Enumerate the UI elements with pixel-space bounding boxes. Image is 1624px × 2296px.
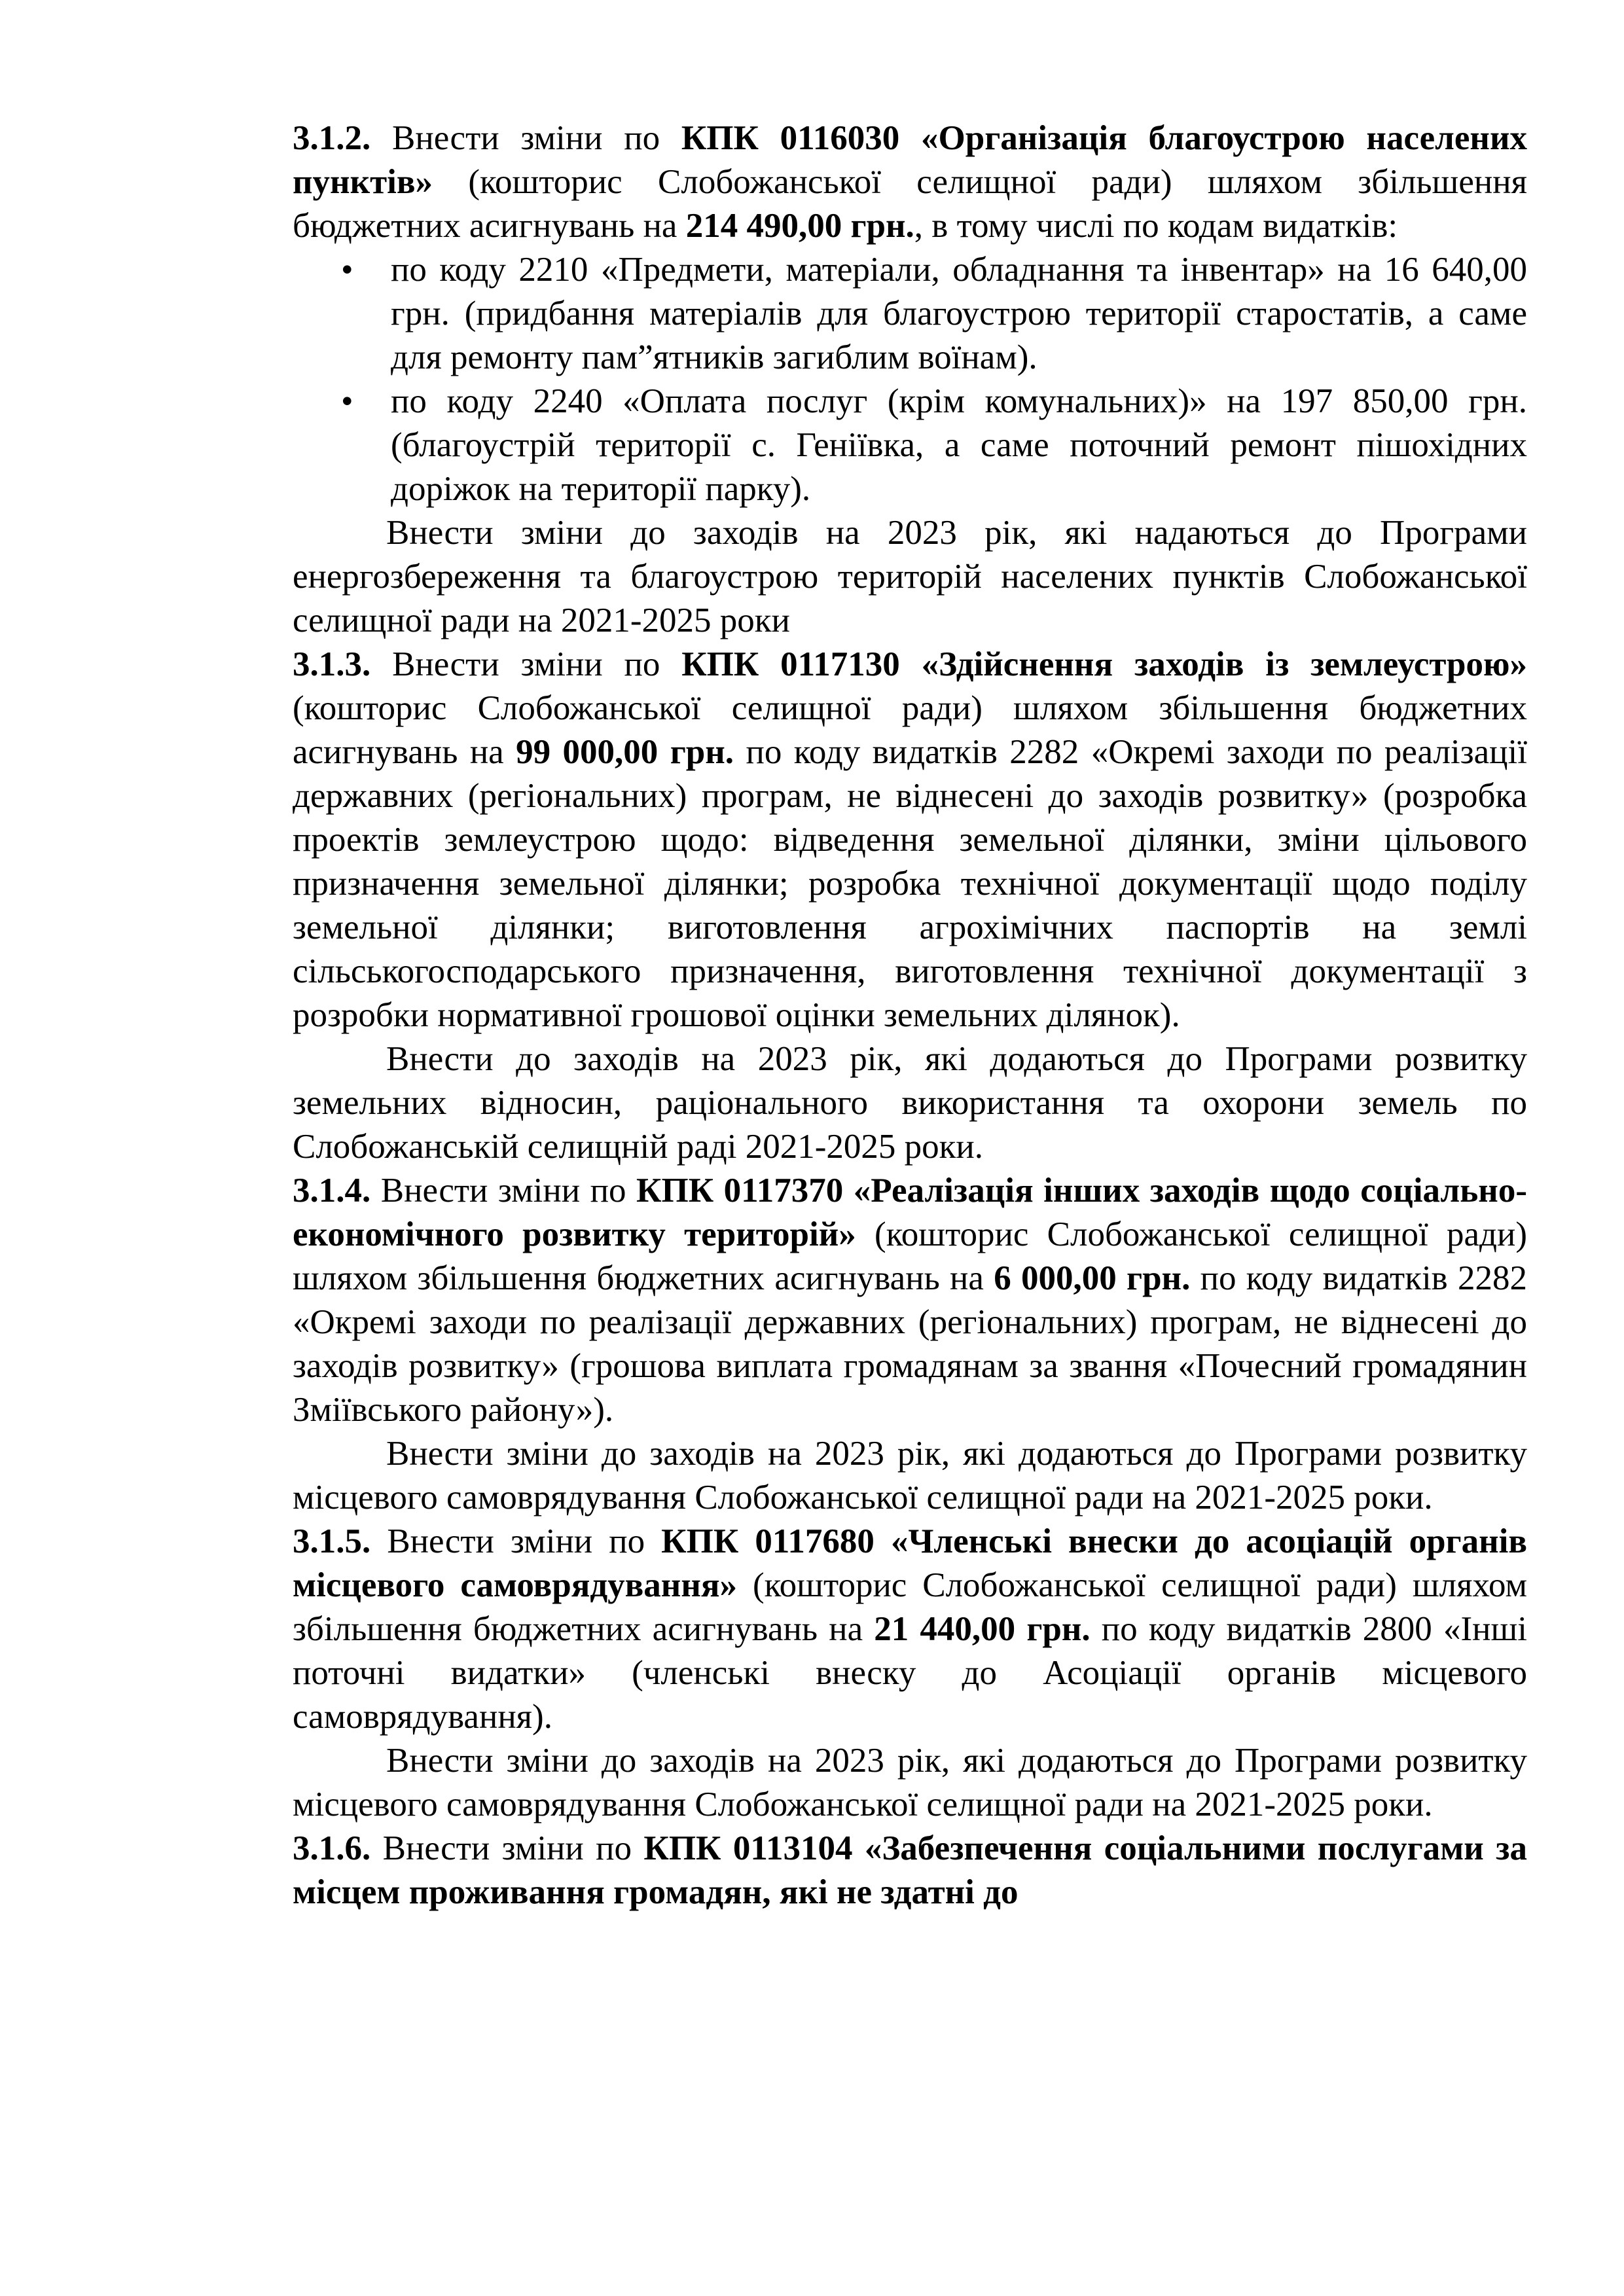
text-run: Внести зміни по bbox=[370, 1829, 644, 1867]
text-run-bold: 3.1.2. bbox=[293, 119, 371, 157]
text-run-bold: 21 440,00 грн. bbox=[874, 1610, 1091, 1648]
text-run-bold: КПК 0117370 «Реалізація інших заходів щодо соціально-економічного розвитку територій» bbox=[293, 1172, 1527, 1253]
text-run: Внести зміни по bbox=[370, 119, 681, 157]
clause-paragraph bbox=[293, 1520, 1527, 1739]
text-run-bold: 6 000,00 грн. bbox=[994, 1259, 1191, 1297]
body-paragraph bbox=[293, 511, 1527, 643]
bullet-icon: • bbox=[341, 382, 353, 420]
text-run: Внести до заходів на 2023 рік, які додаються до Програми розвитку земельних відносин, раціонального використання та охорони земель по Слобожанській селищній раді 2021-2025 роки. bbox=[293, 1040, 1527, 1166]
text-run-bold: 3.1.4. bbox=[293, 1172, 371, 1210]
text-run-bold: 3.1.6. bbox=[293, 1829, 371, 1867]
text-run-bold: 99 000,00 грн. bbox=[516, 733, 734, 771]
text-run-bold: 3.1.5. bbox=[293, 1522, 371, 1560]
text-run: Внести зміни по bbox=[370, 645, 682, 683]
text-run: по коду видатків 2282 «Окремі заходи по реалізації державних (регіональних) програм, не віднесені до заходів розвитку» (грошова виплата громадянам за звання «Почесний громадянин Зміївського району»). bbox=[293, 1259, 1527, 1429]
text-run: (кошторис Слобожанської селищної ради) шляхом збільшення бюджетних асигнувань на bbox=[293, 1566, 1527, 1648]
text-run: по коду 2240 «Оплата послуг (крім комунальних)» на 197 850,00 грн. (благоустрій території с. Геніївка, а саме поточний ремонт пішохідних доріжок на території парку). bbox=[391, 382, 1527, 508]
text-run-bold: 214 490,00 грн. bbox=[685, 207, 914, 245]
text-run: (кошторис Слобожанської селищної ради) шляхом збільшення бюджетних асигнувань на bbox=[293, 689, 1527, 771]
clause-paragraph bbox=[293, 1169, 1527, 1432]
text-run: Внести зміни до заходів на 2023 рік, які додаються до Програми розвитку місцевого самоврядування Слобожанської селищної ради на 2021-2025 роки. bbox=[293, 1435, 1527, 1516]
text-run-bold: КПК 0116030 «Організація благоустрою населених пунктів» bbox=[293, 119, 1527, 201]
clause-paragraph bbox=[293, 1827, 1527, 1914]
document-body bbox=[293, 117, 1527, 1914]
text-run: по коду 2210 «Предмети, матеріали, обладнання та інвентар» на 16 640,00 грн. (придбання матеріалів для благоустрою території старостатів, а саме для ремонту пам”ятників загиблим воїнам). bbox=[391, 251, 1527, 376]
text-run: , в тому числі по кодам видатків: bbox=[914, 207, 1398, 245]
bullet-icon: • bbox=[341, 251, 353, 289]
body-paragraph bbox=[293, 1432, 1527, 1520]
text-run-bold: КПК 0117680 «Членські внески до асоціацій органів місцевого самоврядування» bbox=[293, 1522, 1527, 1604]
text-run-bold: КПК 0113104 «Забезпечення соціальними послугами за місцем проживання громадян, які не здатні до bbox=[293, 1829, 1527, 1911]
body-paragraph bbox=[293, 1037, 1527, 1169]
text-run: Внести зміни по bbox=[370, 1522, 662, 1560]
text-run: (кошторис Слобожанської селищної ради) шляхом збільшення бюджетних асигнувань на bbox=[293, 1215, 1527, 1297]
body-paragraph bbox=[293, 1739, 1527, 1827]
text-run: (кошторис Слобожанської селищної ради) шляхом збільшення бюджетних асигнувань на bbox=[293, 163, 1527, 245]
text-run: по коду видатків 2800 «Інші поточні видатки» (членські внеску до Асоціації органів місцевого самоврядування). bbox=[293, 1610, 1527, 1736]
bullet-item bbox=[293, 248, 1527, 380]
clause-paragraph bbox=[293, 643, 1527, 1037]
text-run: Внести зміни по bbox=[370, 1172, 637, 1210]
text-run-bold: 3.1.3. bbox=[293, 645, 371, 683]
bullet-item bbox=[293, 380, 1527, 511]
text-run: Внести зміни до заходів на 2023 рік, які додаються до Програми розвитку місцевого самоврядування Слобожанської селищної ради на 2021-2025 роки. bbox=[293, 1742, 1527, 1823]
text-run: по коду видатків 2282 «Окремі заходи по реалізації державних (регіональних) програм, не віднесені до заходів розвитку» (розробка проектів землеустрою щодо: відведення земельної ділянки, зміни цільового призначення земельної ділянки; розробка технічної документації щодо поділу земельної ділянки; виготовлення агрохімічних паспортів на землі сільськогосподарського призначення, виготовлення технічної документації з розробки нормативної грошової оцінки земельних ділянок). bbox=[293, 733, 1527, 1034]
text-run-bold: КПК 0117130 «Здійснення заходів із землеустрою» bbox=[681, 645, 1527, 683]
clause-paragraph bbox=[293, 117, 1527, 248]
text-run: Внести зміни до заходів на 2023 рік, які надаються до Програми енергозбереження та благоустрою територій населених пунктів Слобожанської селищної ради на 2021-2025 роки bbox=[293, 514, 1527, 639]
